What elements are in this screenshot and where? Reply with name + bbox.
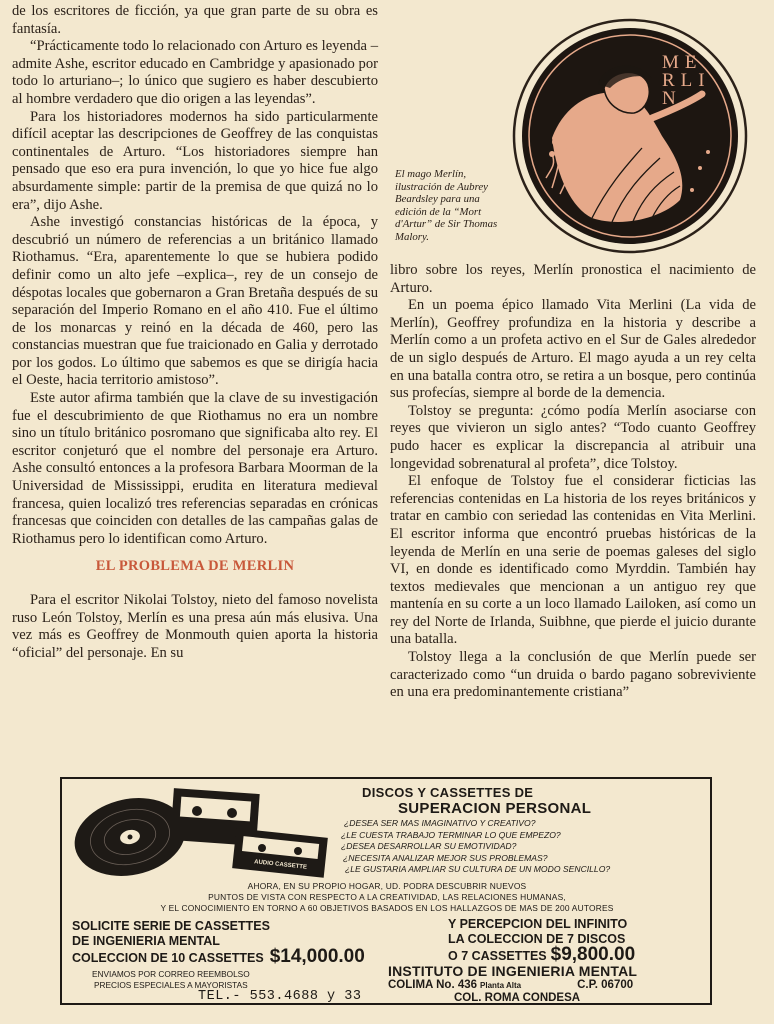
caption-text: El mago Merlín, ilustración de Aubrey Beardsley para una edición de la “Mort d'Artur” de Sir Thomas Malory. (395, 168, 498, 243)
paragraph: En un poema épico llamado Vita Merlini (La vida de Merlín), Geoffrey profundiza en la historia y describe a Merlín como a un profeta activo en el Sur de Gales alrededor de un siglo después de Arturo. El mago ayuda a un rey celta en una batalla contra otro, se retira a un bosque, pero continúa sus profecías, siempre al borde de la demencia. (390, 297, 756, 402)
ad-intro-line: PUNTOS DE VISTA CON RESPECTO A LA CREATIVIDAD, LAS RELACIONES HUMANAS, (208, 892, 566, 902)
ad-subtitle: SUPERACION PERSONAL (398, 800, 592, 817)
ad-intro-line: AHORA, EN SU PROPIO HOGAR, UD. PODRA DESCUBRIR NUEVOS (247, 881, 527, 891)
institute-colonia: COL. ROMA CONDESA (454, 992, 581, 1004)
advertisement (60, 777, 712, 1005)
offer-price: $14,000.00 (269, 946, 365, 967)
cassette-label-text: AUDIO CASSETTE (253, 859, 308, 871)
right-column (390, 262, 756, 702)
offer-price: $9,800.00 (550, 944, 636, 965)
shipping-line: ENVIAMOS POR CORREO REEMBOLSO (92, 969, 250, 979)
record-and-cassettes-graphic (72, 785, 332, 881)
offer-line: O 7 CASSETTES $9,800.00 (448, 944, 636, 965)
paragraph: libro sobre los reyes, Merlín pronostica el nacimiento de Arturo. (390, 262, 756, 296)
illustration-caption (395, 168, 507, 244)
offer-line: Y PERCEPCION DEL INFINITO (448, 917, 628, 931)
paragraph: Este autor afirma también que la clave de su investigación fue el descubrimiento de que Riothamus no era un nombre sino un título británico posromano que significaba alto rey. El escritor conjeturó que el nombre del personaje era Arturo. Ashe consultó entonces a la profesora Barbara Moorman de la Universidad de Mississippi, erudita en literatura medieval francesa, quien localizó tres referencias separadas en crónicas francesas que coinciden con detalles de las campañas galas de Riothamus pero lo identifican como Arturo. (12, 390, 378, 547)
paragraph: Ashe investigó constancias históricas de la época, y descubrió un número de referencias a un británico llamado Riothamus. “Era, aparentemente lo que se hubiera podido definir como un alto jefe –explica–, rey de un consejo de déspotas locales que gobernaron a Gran Bretaña después de su separación del Imperio Romano en el año 410. Fue el último de los monarcas y reinó en la década de 460, pero las constancias muestran que fue traicionado en Galia y derrotado por los godos. Lo último que sabemos es que se dirigía hacia el Oeste, hacia territorio amistoso”. (12, 214, 378, 389)
phone-number: TEL.- 553.4688 y 33 (198, 989, 362, 1004)
paragraph: “Prácticamente todo lo relacionado con Arturo es leyenda –admite Ashe, escritor educado en Cambridge y apasionado por todo lo arturiano–; lo único que sugiero es haber descubierto al hombre verdadero que dio origen a las leyendas”. (12, 38, 378, 107)
paragraph: de los escritores de ficción, ya que gran parte de su obra es fantasía. (12, 3, 378, 37)
ad-question: ¿LE CUESTA TRABAJO TERMINAR LO QUE EMPEZO? (341, 829, 561, 840)
offer-line: LA COLECCION DE 7 DISCOS (448, 932, 626, 946)
offer-line: COLECCION DE 10 CASSETTES $14,000.00 (72, 946, 365, 967)
left-column (12, 3, 378, 662)
paragraph: Tolstoy llega a la conclusión de que Merlín puede ser caracterizado como “un druida o bardo pagano sobreviviente en una era predominantemente cristiana” (390, 649, 756, 701)
offer-line: SOLICITE SERIE DE CASSETTES (72, 919, 270, 933)
shipping-info (92, 969, 250, 991)
paragraph: Para los historiadores modernos ha sido particularmente difícil aceptar las descripciones de Geoffrey de las conquistas continentales de Arturo. “Los historiadores siempre han pensado que eso era pura invención, lo que yo hice fue algo absurdamente simple: partir de la premisa de que quizá no lo era”, dijo Ashe. (12, 108, 378, 213)
ad-intro (82, 881, 692, 914)
paragraph: Tolstoy se pregunta: ¿cómo podía Merlín asociarse con reyes que vivieron un siglo antes? “Todo cuanto Geoffrey pudo hacer es explicar la discrepancia al atribuir una longevidad sobrenatural al profeta”, dice Tolstoy. (390, 402, 756, 472)
paragraph: El enfoque de Tolstoy fue el considerar ficticias las referencias contenidas en La historia de los reyes británicos y tratar en cambio con seriedad las contenidas en Vita Merlini. El escritor informa que encontró pruebas históricas de la leyenda de Merlín en una serie de poemas galeses del siglo VI, en donde es identificado como Myrddin. También hay textos medievales que mencionan a un antiguo rey que mantenía en su corte a un loco llamado Lailoken, así como un rey del Norte de Irlanda, Suibhne, que pierde el juicio durante una batalla. (390, 473, 756, 648)
ad-intro-line: Y EL CONOCIMIENTO EN TORNO A 60 OBJETIVOS BASADOS EN LOS HALLAZGOS DE MAS DE 200 AUTORES (160, 903, 614, 913)
cassette-offer (72, 919, 365, 966)
shipping-line: PRECIOS ESPECIALES A MAYORISTAS (93, 980, 248, 990)
institute-name: INSTITUTO DE INGENIERIA MENTAL (388, 963, 638, 979)
ad-question: ¿DESEA SER MAS IMAGINATIVO Y CREATIVO? (344, 818, 536, 828)
ad-question: ¿NECESITA ANALIZAR MEJOR SUS PROBLEMAS? (343, 852, 548, 863)
paragraph: Para el escritor Nikolai Tolstoy, nieto del famoso novelista ruso León Tolstoy, Merlín es una presa aún más elusiva. Una vez más es Geoffrey de Monmouth quien aporta la historia “oficial” del personaje. En su (12, 592, 378, 661)
ad-questions (341, 818, 611, 876)
offer-line: DE INGENIERIA MENTAL (72, 934, 220, 948)
ad-title: DISCOS Y CASSETTES DE (362, 785, 534, 800)
illustration-lettering: MERLIN (662, 52, 711, 109)
institute-address: COLIMA No. 436 Planta Alta C.P. 06700 (388, 979, 634, 991)
disc-offer (448, 917, 635, 964)
ad-question: ¿LE GUSTARIA AMPLIAR SU CULTURA DE UN MODO SENCILLO? (345, 864, 611, 875)
section-heading: EL PROBLEMA DE MERLIN (95, 558, 295, 575)
ad-question: ¿DESEA DESARROLLAR SU EMOTIVIDAD? (341, 841, 517, 852)
merlin-illustration (512, 18, 748, 254)
